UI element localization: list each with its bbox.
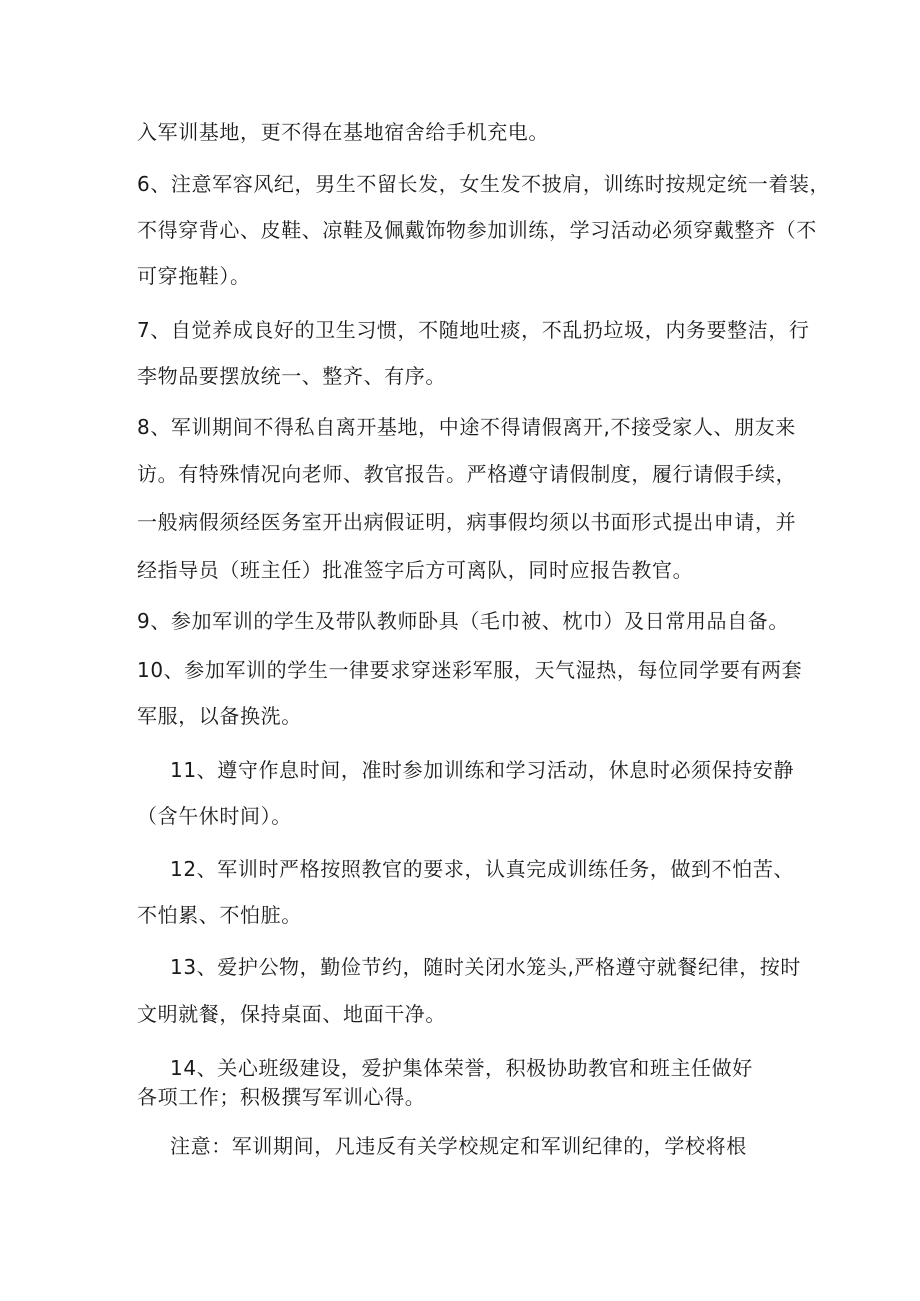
text-line: 12、军训时严格按照教官的要求，认真完成训练任务，做到不怕苦、 [170,857,795,881]
text-line: 6、注意军容风纪，男生不留长发，女生发不披肩，训练时按规定统一着装， [137,172,831,196]
text-line: 9、参加军训的学生及带队教师卧具（毛巾被、枕巾）及日常用品自备。 [137,609,789,633]
text-line: 注意：军训期间，凡违反有关学校规定和军训纪律的，学校将根 [170,1134,747,1158]
text-line: 文明就餐，保持桌面、地面干净。 [137,1002,446,1026]
text-line: 经指导员（班主任）批准签字后方可离队，同时应报告教官。 [137,558,694,582]
text-line: 入军训基地，更不得在基地宿舍给手机充电。 [137,120,549,144]
text-line: 8、军训期间不得私自离开基地，中途不得请假离开,不接受家人、朋友来 [137,415,796,439]
text-line: 军服，以备换洗。 [137,704,302,728]
text-line: 不得穿背心、皮鞋、凉鞋及佩戴饰物参加训练，学习活动必须穿戴整齐（不 [137,218,817,242]
text-line: 一般病假须经医务室开出病假证明，病事假均须以书面形式提出申请，并 [137,510,797,534]
text-line: 李物品要摆放统一、整齐、有序。 [137,364,446,388]
text-line: 14、关心班级建设，爱护集体荣誉，积极协助教官和班主任做好 [170,1056,753,1080]
text-line: 11、遵守作息时间，准时参加训练和学习活动，休息时必须保持安静 [170,758,795,782]
text-line: 13、爱护公物，勤俭节约，随时关闭水笼头,严格遵守就餐纪律，按时 [170,955,802,979]
text-line: 不怕累、不怕脏。 [137,903,302,927]
text-line: 7、自觉养成良好的卫生习惯，不随地吐痰，不乱扔垃圾，内务要整洁，行 [137,318,810,342]
text-line: （含午休时间）。 [137,804,292,828]
text-line: 10、参加军训的学生一律要求穿迷彩军服，天气湿热，每位同学要有两套 [137,658,803,682]
text-line: 各项工作；积极撰写军训心得。 [137,1085,426,1109]
text-line: 可穿拖鞋）。 [137,264,251,288]
text-line: 访。有特殊情况向老师、教官报告。严格遵守请假制度，履行请假手续， [137,462,797,486]
